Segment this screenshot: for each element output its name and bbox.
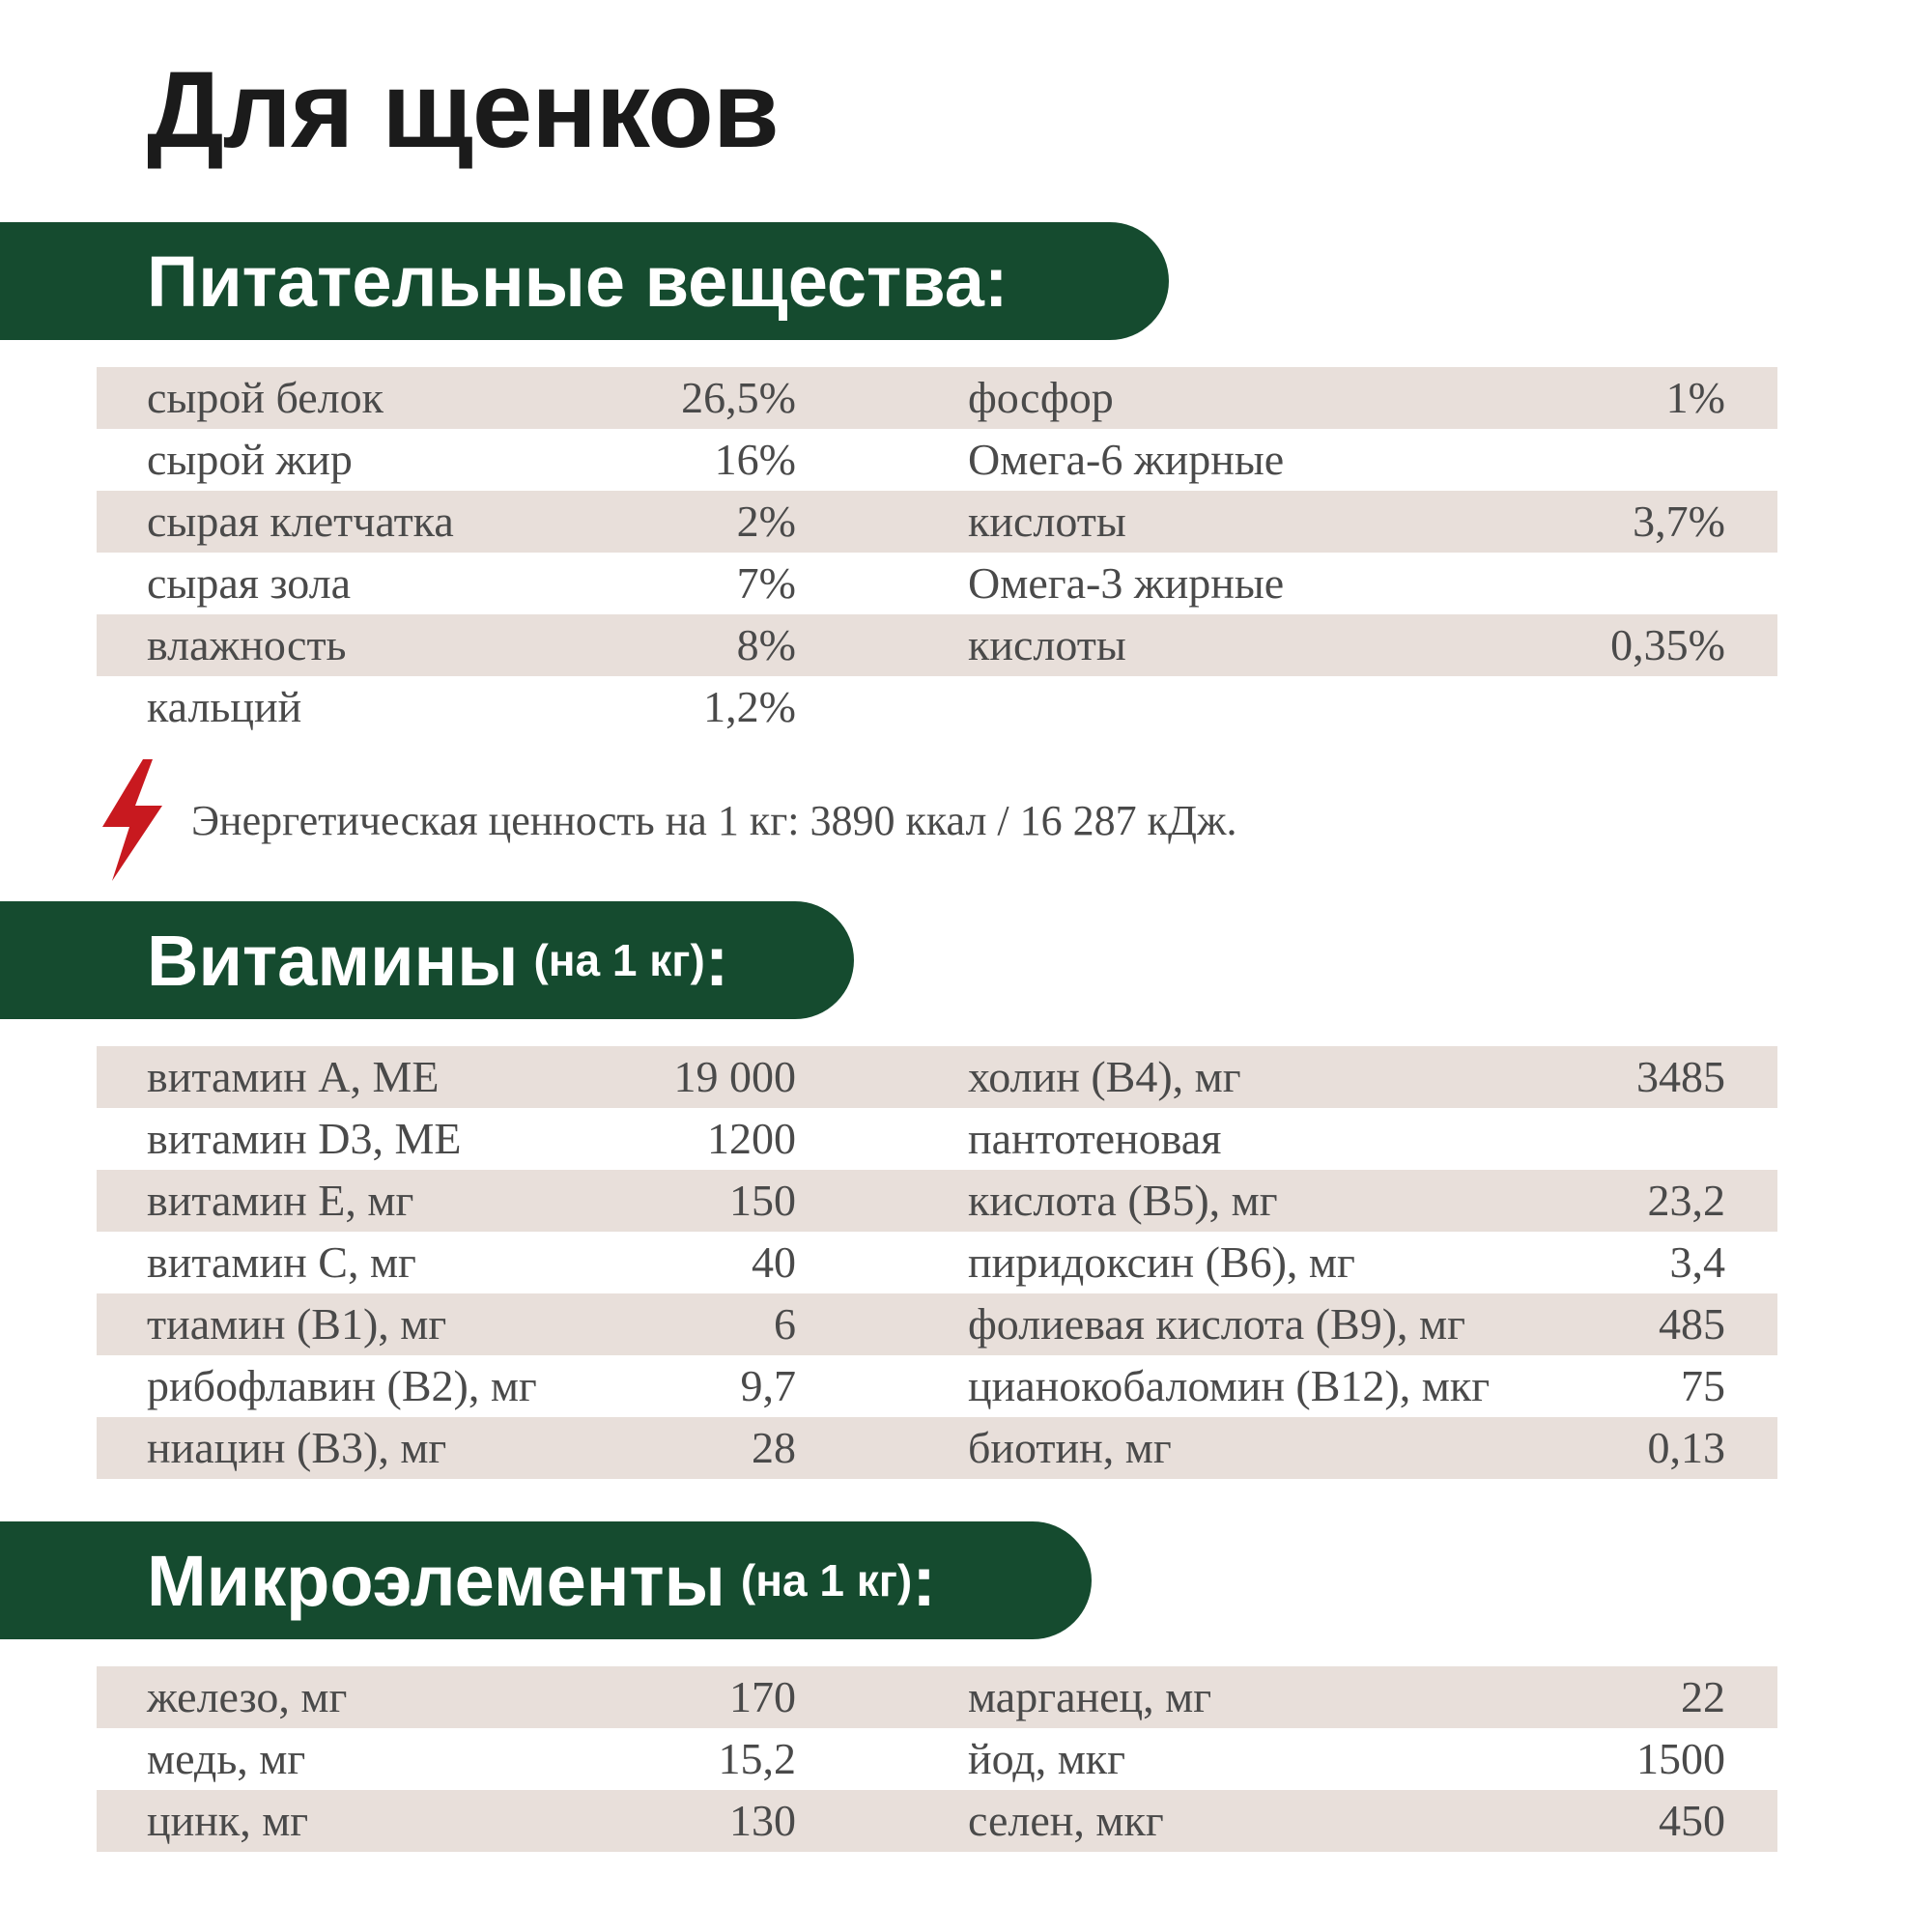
row-name: кальций <box>147 682 302 731</box>
row-value: 1200 <box>707 1114 796 1163</box>
page-title: Для щенков <box>147 49 779 170</box>
row-value: 8% <box>736 620 796 669</box>
row-value: 150 <box>729 1176 796 1225</box>
microelements-table <box>97 1666 1777 1852</box>
table-row <box>97 1046 1777 1108</box>
vitamins-banner <box>0 901 854 1019</box>
table-row <box>97 429 1777 491</box>
row-name: витамин D3, ME <box>147 1114 462 1163</box>
row-name: селен, мкг <box>968 1796 1164 1845</box>
row-value: 0,13 <box>1647 1423 1725 1472</box>
row-value: 0,35% <box>1610 620 1725 669</box>
row-name: ниацин (B3), мг <box>147 1423 447 1472</box>
nutrients-banner <box>0 222 1169 340</box>
row-name: Омега-3 жирные <box>968 558 1285 608</box>
row-value: 170 <box>729 1672 796 1721</box>
row-value: 22 <box>1681 1672 1725 1721</box>
row-name: фолиевая кислота (B9), мг <box>968 1299 1465 1349</box>
table-row <box>97 1790 1777 1852</box>
microelements-heading-colon: : <box>912 1540 936 1621</box>
nutrients-table <box>97 367 1777 738</box>
table-row <box>97 553 1777 614</box>
row-name: сырой жир <box>147 435 353 484</box>
row-value: 28 <box>752 1423 796 1472</box>
row-value: 1500 <box>1636 1734 1725 1783</box>
row-name: сырая зола <box>147 558 352 608</box>
table-row <box>97 1666 1777 1728</box>
microelements-banner <box>0 1521 1092 1639</box>
row-value: 6 <box>774 1299 796 1349</box>
row-value: 450 <box>1659 1796 1725 1845</box>
table-row <box>97 1232 1777 1293</box>
row-value: 3485 <box>1636 1052 1725 1101</box>
row-value: 75 <box>1681 1361 1725 1410</box>
row-name: фосфор <box>968 373 1114 422</box>
row-name: йод, мкг <box>968 1734 1126 1783</box>
vitamins-heading-colon: : <box>704 920 729 1001</box>
table-row <box>97 1170 1777 1232</box>
row-name: рибофлавин (B2), мг <box>147 1361 537 1410</box>
row-value: 485 <box>1659 1299 1725 1349</box>
table-row <box>97 1417 1777 1479</box>
row-value: 9,7 <box>740 1361 796 1410</box>
row-name: цинк, мг <box>147 1796 309 1845</box>
row-name: тиамин (B1), мг <box>147 1299 447 1349</box>
lightning-icon <box>97 759 166 881</box>
table-row <box>97 614 1777 676</box>
row-value: 16% <box>714 435 796 484</box>
row-value: 3,4 <box>1669 1237 1725 1287</box>
row-value: 3,7% <box>1633 497 1725 546</box>
energy-note <box>97 759 1236 881</box>
row-value: 2% <box>736 497 796 546</box>
table-row <box>97 676 1777 738</box>
vitamins-table <box>97 1046 1777 1479</box>
row-value: 40 <box>752 1237 796 1287</box>
row-name: сырой белок <box>147 373 384 422</box>
row-name: холин (B4), мг <box>968 1052 1241 1101</box>
vitamins-heading-unit: (на 1 кг) <box>533 935 705 985</box>
table-row <box>97 1293 1777 1355</box>
table-row <box>97 1108 1777 1170</box>
row-name: кислоты <box>968 497 1126 546</box>
row-name: пантотеновая <box>968 1114 1222 1163</box>
microelements-heading-unit: (на 1 кг) <box>740 1555 913 1605</box>
row-name: Омега-6 жирные <box>968 435 1285 484</box>
table-row <box>97 1355 1777 1417</box>
row-name: витамин E, мг <box>147 1176 414 1225</box>
row-name: биотин, мг <box>968 1423 1172 1472</box>
energy-text: Энергетическая ценность на 1 кг: 3890 ккал / 16 287 кДж. <box>191 796 1237 844</box>
table-row <box>97 1728 1777 1790</box>
row-value: 23,2 <box>1647 1176 1725 1225</box>
row-value: 130 <box>729 1796 796 1845</box>
microelements-heading: Микроэлементы <box>147 1540 725 1621</box>
row-value: 19 000 <box>673 1052 796 1101</box>
row-name: витамин A, ME <box>147 1052 440 1101</box>
vitamins-heading: Витамины <box>147 920 519 1001</box>
nutrients-heading: Питательные вещества: <box>147 241 1009 322</box>
row-name: кислота (B5), мг <box>968 1176 1278 1225</box>
row-value: 1,2% <box>703 682 796 731</box>
row-value: 7% <box>736 558 796 608</box>
row-name: влажность <box>147 620 347 669</box>
row-name: кислоты <box>968 620 1126 669</box>
row-name: медь, мг <box>147 1734 306 1783</box>
row-name: железо, мг <box>147 1672 348 1721</box>
row-name: витамин C, мг <box>147 1237 416 1287</box>
table-row <box>97 491 1777 553</box>
row-name: сырая клетчатка <box>147 497 454 546</box>
row-value: 26,5% <box>681 373 796 422</box>
row-value: 1% <box>1665 373 1725 422</box>
row-value: 15,2 <box>718 1734 796 1783</box>
row-name: цианокобаломин (B12), мкг <box>968 1361 1491 1410</box>
row-name: пиридоксин (B6), мг <box>968 1237 1355 1287</box>
row-name: марганец, мг <box>968 1672 1212 1721</box>
table-row <box>97 367 1777 429</box>
